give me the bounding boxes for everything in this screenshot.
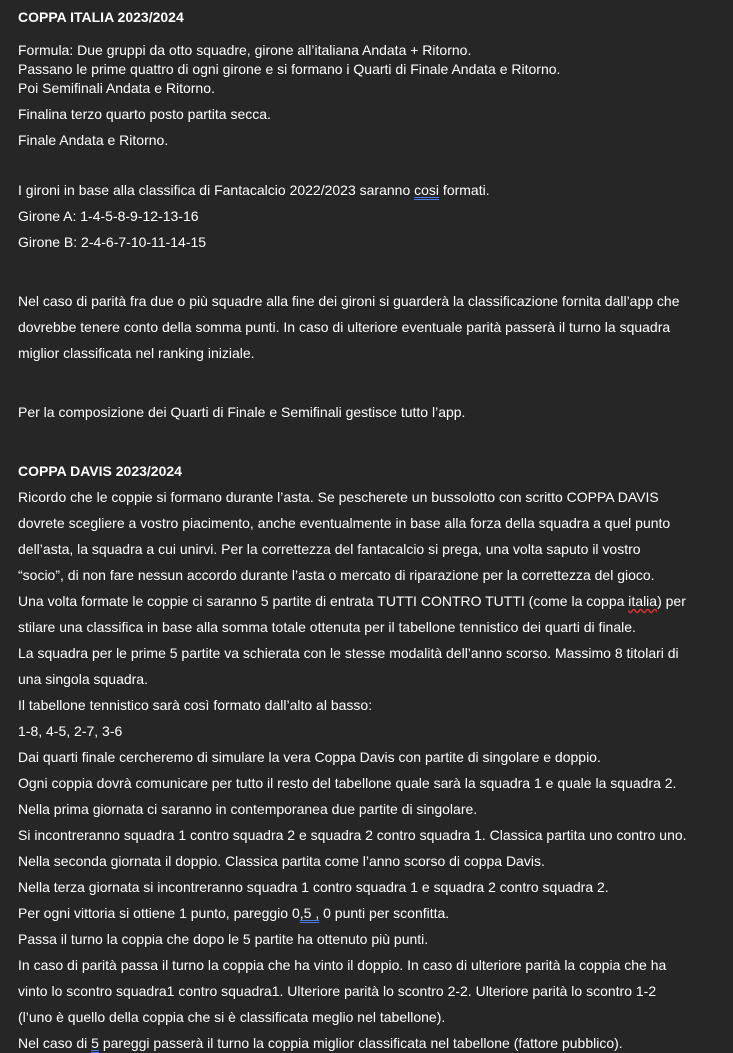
spellcheck-word-5: 5 (91, 1035, 99, 1051)
gironi-intro-pre: I gironi in base alla classifica di Fantacalcio 2022/2023 saranno (18, 182, 415, 198)
spellcheck-word-pareggio: ,5 , (299, 905, 320, 921)
asta-line-3: dell’asta, la squadra a cui unirvi. Per la correttezza del fantacalcio si prega, una volta saputo il vostro (18, 541, 641, 557)
schierata-line-2: una singola squadra. (18, 671, 148, 687)
finale-text: Finale Andata e Ritorno. (18, 132, 169, 148)
coppa-davis-title: COPPA DAVIS 2023/2024 (18, 463, 182, 479)
asta-line-1: Ricordo che le coppie si formano durante l’asta. Se pescherete un bussolotto con scritto COPPA DAVIS (18, 489, 659, 505)
formula-line-3: Poi Semifinali Andata e Ritorno. (18, 80, 215, 96)
finalina-text: Finalina terzo quarto posto partita secca. (18, 106, 271, 122)
quarti-text: Dai quarti finale cercheremo di simulare la vera Coppa Davis con partite di singolare e doppio. (18, 749, 601, 765)
coppa-italia-title: COPPA ITALIA 2023/2024 (18, 9, 184, 25)
formate-line-1 (18, 592, 730, 611)
girone-a: Girone A: 1-4-5-8-9-12-13-16 (18, 208, 199, 224)
pareggi-post: pareggi passerà il turno la coppia miglior classificata nel tabellone (fattore pubblico). (98, 1035, 623, 1051)
gironi-intro (18, 181, 730, 200)
parita-davis-line-1: In caso di parità passa il turno la coppia che ha vinto il doppio. In caso di ulteriore parità la coppia che ha (18, 957, 667, 973)
comunicare-text: Ogni coppia dovrà comunicare per tutto il resto del tabellone quale sarà la squadra 1 e quale la squadra 2. (18, 775, 677, 791)
asta-line-2: dovrete scegliere a vostro piacimento, anche eventualmente in base alla forza della squadra a quel punto (18, 515, 671, 531)
prima-giornata-text: Nella prima giornata ci saranno in contemporanea due partite di singolare. (18, 801, 478, 817)
vittoria-pre: Per ogni vittoria si ottiene 1 punto, pareggio 0 (18, 905, 300, 921)
pareggi-text (18, 1034, 730, 1053)
parita-davis-line-2: vinto lo scontro squadra1 contro squadra1. Ulteriore parità lo scontro 2-2. Ulteriore parità lo scontro 1-2 (18, 983, 657, 999)
formula-line-1: Formula: Due gruppi da otto squadre, girone all’italiana Andata + Ritorno. (18, 42, 472, 58)
tabellone-intro: Il tabellone tennistico sarà così formato dall’alto al basso: (18, 697, 373, 713)
seconda-giornata-text: Nella seconda giornata il doppio. Classica partita come l’anno scorso di coppa Davis. (18, 853, 545, 869)
parita-line-3: miglior classificata nel ranking iniziale. (18, 345, 255, 361)
formate-pre: Una volta formate le coppie ci saranno 5 partite di entrata TUTTI CONTRO TUTTI (come la coppa (18, 593, 629, 609)
girone-b: Girone B: 2-4-6-7-10-11-14-15 (18, 234, 207, 250)
passa-text: Passa il turno la coppia che dopo le 5 partite ha ottenuto più punti. (18, 931, 429, 947)
document-body (18, 8, 730, 1053)
spellcheck-word-italia: italia (628, 593, 658, 609)
terza-giornata-text: Nella terza giornata si incontreranno squadra 1 contro squadra 1 e squadra 2 contro squadra 2. (18, 879, 609, 895)
vittoria-text (18, 904, 730, 923)
incontreranno-text: Si incontreranno squadra 1 contro squadra 2 e squadra 2 contro squadra 1. Classica partita uno contro uno. (18, 827, 687, 843)
gironi-intro-post: formati. (439, 182, 490, 198)
tabellone-text: 1-8, 4-5, 2-7, 3-6 (18, 723, 123, 739)
formate-post: ) per (657, 593, 686, 609)
formate-line-2: stilare una classifica in base alla somma totale ottenuta per il tabellone tennistico dei quarti di finale. (18, 619, 636, 635)
composizione-text: Per la composizione dei Quarti di Finale e Semifinali gestisce tutto l’app. (18, 404, 466, 420)
asta-line-4: “socio”, di non fare nessun accordo durante l’asta o mercato di riparazione per la correttezza del gioco. (18, 567, 655, 583)
parita-line-1: Nel caso di parità fra due o più squadre alla fine dei gironi si guarderà la classificazione fornita dall’app che (18, 293, 680, 309)
vittoria-post: 0 punti per sconfitta. (319, 905, 450, 921)
formula-line-2: Passano le prime quattro di ogni girone e si formano i Quarti di Finale Andata e Ritorno. (18, 61, 561, 77)
schierata-line-1: La squadra per le prime 5 partite va schierata con le stesse modalità dell’anno scorso. Massimo 8 titolari di (18, 645, 679, 661)
parita-davis-line-3: (l’uno è quello della coppia che si è classificata meglio nel tabellone). (18, 1009, 446, 1025)
spellcheck-word-cosi: cosi (414, 182, 440, 198)
pareggi-pre: Nel caso di (18, 1035, 92, 1051)
parita-line-2: dovrebbe tenere conto della somma punti. In caso di ulteriore eventuale parità passerà il turno la squadra (18, 319, 671, 335)
